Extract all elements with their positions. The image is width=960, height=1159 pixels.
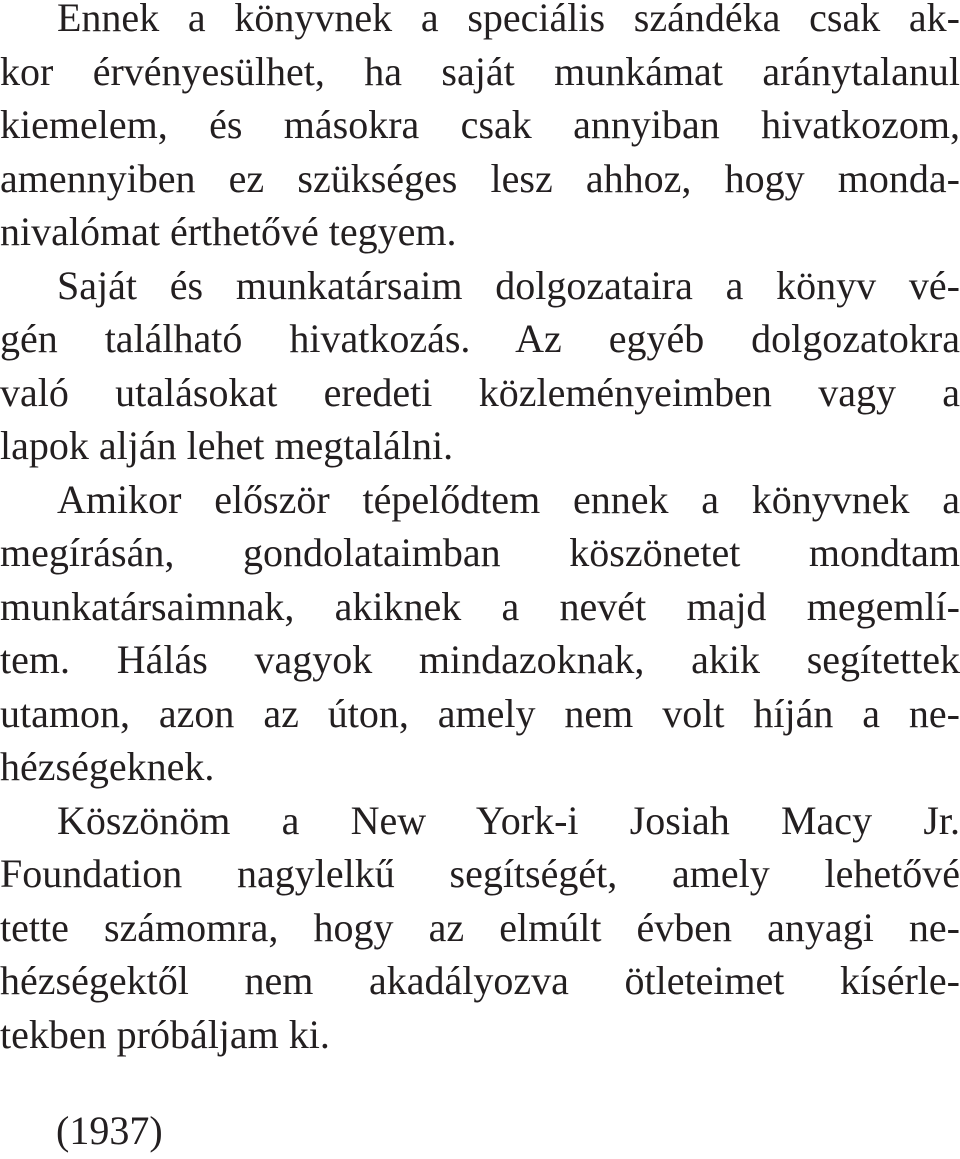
text-line: Saját és munkatársaim dolgozataira a könyv vé-: [57, 262, 960, 308]
text-line: való utalásokat eredeti közleményeimben vagy a: [0, 369, 960, 415]
text-line: munkatársaimnak, akiknek a nevét majd megemlí-: [0, 583, 960, 629]
text-line: tekben próbáljam ki.: [0, 1011, 330, 1057]
text-line: amennyiben ez szükséges lesz ahhoz, hogy monda-: [0, 155, 960, 201]
text-line: megírásán, gondolataimban köszönetet mondtam: [0, 530, 960, 575]
text-line: hézségeknek.: [0, 744, 215, 789]
text-line: kor érvényesülhet, ha saját munkámat aránytalanul: [0, 48, 960, 94]
text-line: tem. Hálás vagyok mindazoknak, akik segítettek: [0, 637, 960, 682]
text-line: utamon, azon az úton, amely nem volt híján a ne-: [0, 690, 960, 736]
text-line: Foundation nagylelkű segítségét, amely lehetővé: [0, 851, 960, 896]
date-line: (1937): [56, 1108, 163, 1153]
paragraph-3: [0, 473, 960, 794]
paragraph-1: [0, 0, 960, 259]
text-line: Köszönöm a New York-i Josiah Macy Jr.: [57, 797, 960, 843]
paragraph-2: [0, 259, 960, 473]
text-line: Amikor először tépelődtem ennek a könyvnek a: [57, 476, 960, 522]
paragraph-4: [0, 794, 960, 1062]
text-line: tette számomra, hogy az elmúlt évben anyagi ne-: [0, 904, 960, 950]
text-line: hézségektől nem akadályozva ötleteimet kísérle-: [0, 958, 960, 1003]
text-line: lapok alján lehet megtalálni.: [0, 423, 454, 468]
text-line: Ennek a könyvnek a speciális szándéka csak ak-: [57, 0, 960, 40]
text-line: nivalómat érthetővé tegyem.: [0, 209, 457, 254]
text-line: kiemelem, és másokra csak annyiban hivatkozom,: [0, 102, 960, 147]
text-line: gén található hivatkozás. Az egyéb dolgozatokra: [0, 316, 960, 361]
